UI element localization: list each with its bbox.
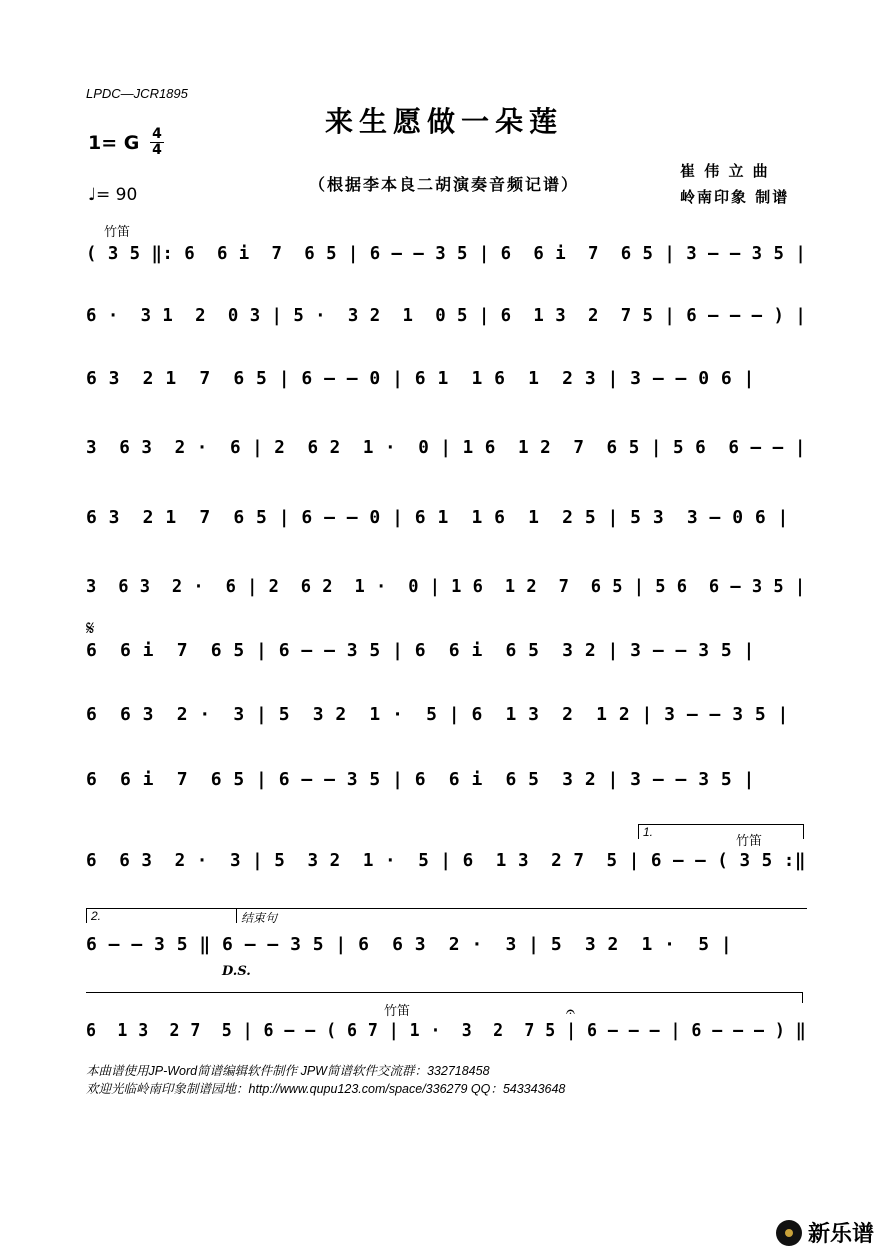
footer-line-2: 欢迎光临岭南印象制谱园地：http://www.qupu123.com/space/336279 QQ：543343648 [86,1082,566,1096]
score-row [86,305,806,345]
ending-phrase-label: 结束句 [241,911,278,925]
record-disc-icon [776,1220,802,1246]
ending-phrase-bracket [236,908,807,923]
subtitle: （根据李本良二胡演奏音频记谱） [308,175,579,194]
fermata-sign: 𝄐 [566,1002,575,1021]
score-row-notes: 3 6 3 2 · 6 | 2 6 2 1 · 0 | 1 6 1 2 7 6 5 | 5 6 6 – – | [86,437,806,458]
score-row [86,850,806,890]
score-row-notes: 6 3 2 1 7 6 5 | 6 – – 0 | 6 1 1 6 1 2 5 | 5 3 3 – 0 6 | [86,507,789,528]
score-row [86,243,806,283]
score-row-notes: 6 6 i 7 6 5 | 6 – – 3 5 | 6 6 i 6 5 3 2 | 3 – – 3 5 | [86,640,755,661]
score-row-notes: 6 6 3 2 · 3 | 5 3 2 1 · 5 | 6 1 3 2 7 5 | 6 – – ( 3 5 :‖ [86,850,806,871]
instrument-label-2: 竹笛 [384,1004,411,1019]
score-row [86,769,806,809]
score-row-notes: 6 · 3 1 2 0 3 | 5 · 3 2 1 0 5 | 6 1 3 2 7 5 | 6 – – – ) | [86,305,807,326]
score-row [86,640,806,680]
footer-line-1: 本曲谱使用JP-Word简谱编辑软件制作 JPW简谱软件交流群：332718458 [86,1064,490,1078]
ending-continuation-line [86,992,803,1003]
song-title: 来生愿做一朵莲 [324,105,563,138]
score-row-notes: 6 1 3 2 7 5 | 6 – – ( 6 7 | 1 · 3 2 7 5 | 6 – – – | 6 – – – ) ‖ [86,1020,807,1041]
score-row-notes: 6 3 2 1 7 6 5 | 6 – – 0 | 6 1 1 6 1 2 3 | 3 – – 0 6 | [86,368,755,389]
score-row [86,437,806,477]
score-row-notes: 6 6 i 7 6 5 | 6 – – 3 5 | 6 6 i 6 5 3 2 | 3 – – 3 5 | [86,769,755,790]
score-row-notes: ( 3 5 ‖: 6 6 i 7 6 5 | 6 – – 3 5 | 6 6 i 7 6 5 | 3 – – 3 5 | [86,243,807,264]
time-bottom: 4 [152,142,162,158]
volta-first: 1. [638,824,804,839]
score-row-notes: 6 6 3 2 · 3 | 5 3 2 1 · 5 | 6 1 3 2 1 2 | 3 – – 3 5 | [86,704,789,725]
tempo-value: = 90 [96,185,138,205]
score-code: LPDC—JCR1895 [86,86,188,101]
volta-second: 2. [86,908,237,923]
score-row [86,507,806,547]
time-top: 4 [152,126,162,142]
score-row-notes: 6 – – 3 5 ‖ 6 – – 3 5 | 6 6 3 2 · 3 | 5 3 2 1 · 5 | [86,934,733,955]
quarter-note-icon: ♩ [88,185,97,205]
ds-marking: D.S. [222,964,251,979]
arranger-credit: 岭南印象 制谱 [680,188,790,206]
instrument-label-3: 竹笛 [736,834,763,849]
score-row [86,1020,806,1060]
composer-credit: 崔 伟 立 曲 [680,162,770,180]
key-signature: 1= G [88,132,140,154]
score-row [86,576,806,616]
score-row [86,934,806,974]
score-row-notes: 3 6 3 2 · 6 | 2 6 2 1 · 0 | 1 6 1 2 7 6 5 | 5 6 6 – 3 5 | [86,576,806,597]
logo-text: 新乐谱 [807,1222,874,1247]
site-logo [776,1217,874,1248]
segno-sign: 𝄋 [86,616,95,640]
score-row [86,368,806,408]
instrument-label: 竹笛 [104,225,131,240]
time-signature [150,127,164,158]
score-row [86,704,806,744]
